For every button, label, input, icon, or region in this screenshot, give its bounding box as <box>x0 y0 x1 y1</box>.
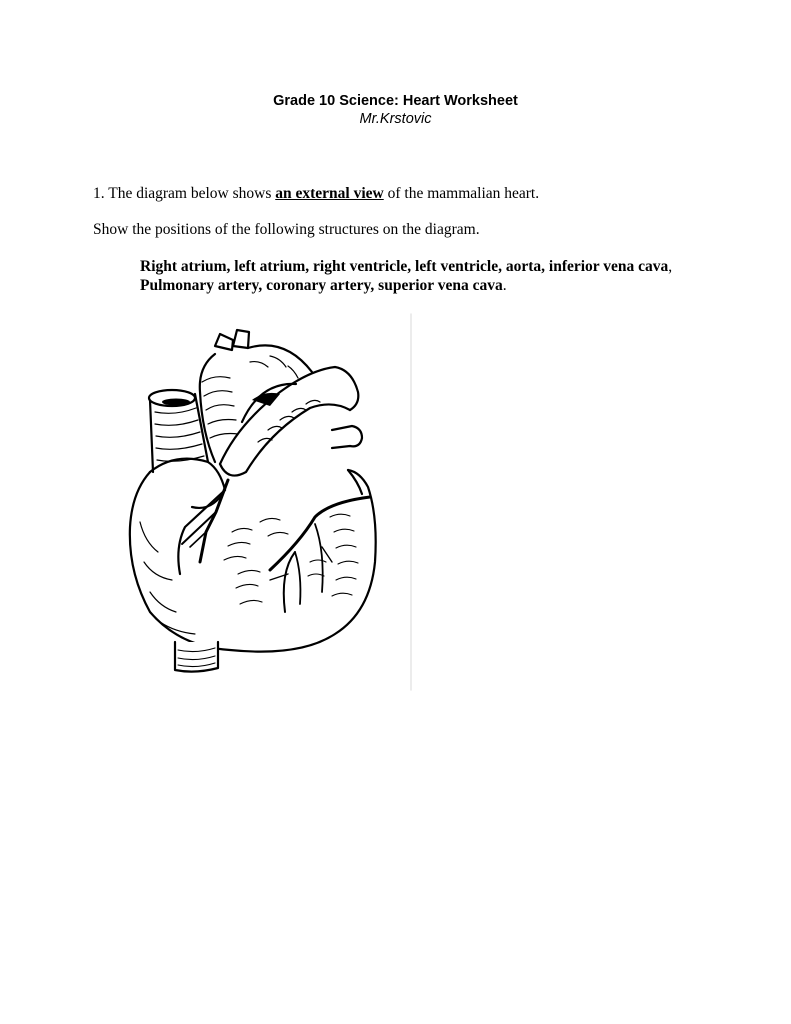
teacher-name: Mr.Krstovic <box>359 111 432 127</box>
heart-outline <box>130 459 376 652</box>
instruction-text: Show the positions of the following structures on the diagram. <box>93 221 480 238</box>
heart-diagram <box>120 312 415 692</box>
inferior-vena-cava <box>175 642 218 672</box>
worksheet-title: Grade 10 Science: Heart Worksheet <box>273 93 518 109</box>
question-1-prefix: 1. The diagram below shows <box>93 185 276 202</box>
structure-list <box>140 257 672 295</box>
question-1-emphasis: an external view <box>275 185 384 202</box>
structure-list-line-2 <box>140 276 672 295</box>
heart-drawing <box>120 312 415 692</box>
structure-list-line-2-end: . <box>502 277 507 294</box>
aorta <box>200 330 312 462</box>
structure-list-line-1-end: , <box>668 258 673 275</box>
question-1 <box>93 185 539 203</box>
structure-list-line-1-text: Right atrium, left atrium, right ventricle, left ventricle, aorta, inferior vena cava <box>140 258 669 275</box>
question-1-suffix: of the mammalian heart. <box>383 185 540 202</box>
structure-list-line-1 <box>140 257 672 276</box>
structure-list-line-2-text: Pulmonary artery, coronary artery, superior vena cava <box>140 277 503 294</box>
